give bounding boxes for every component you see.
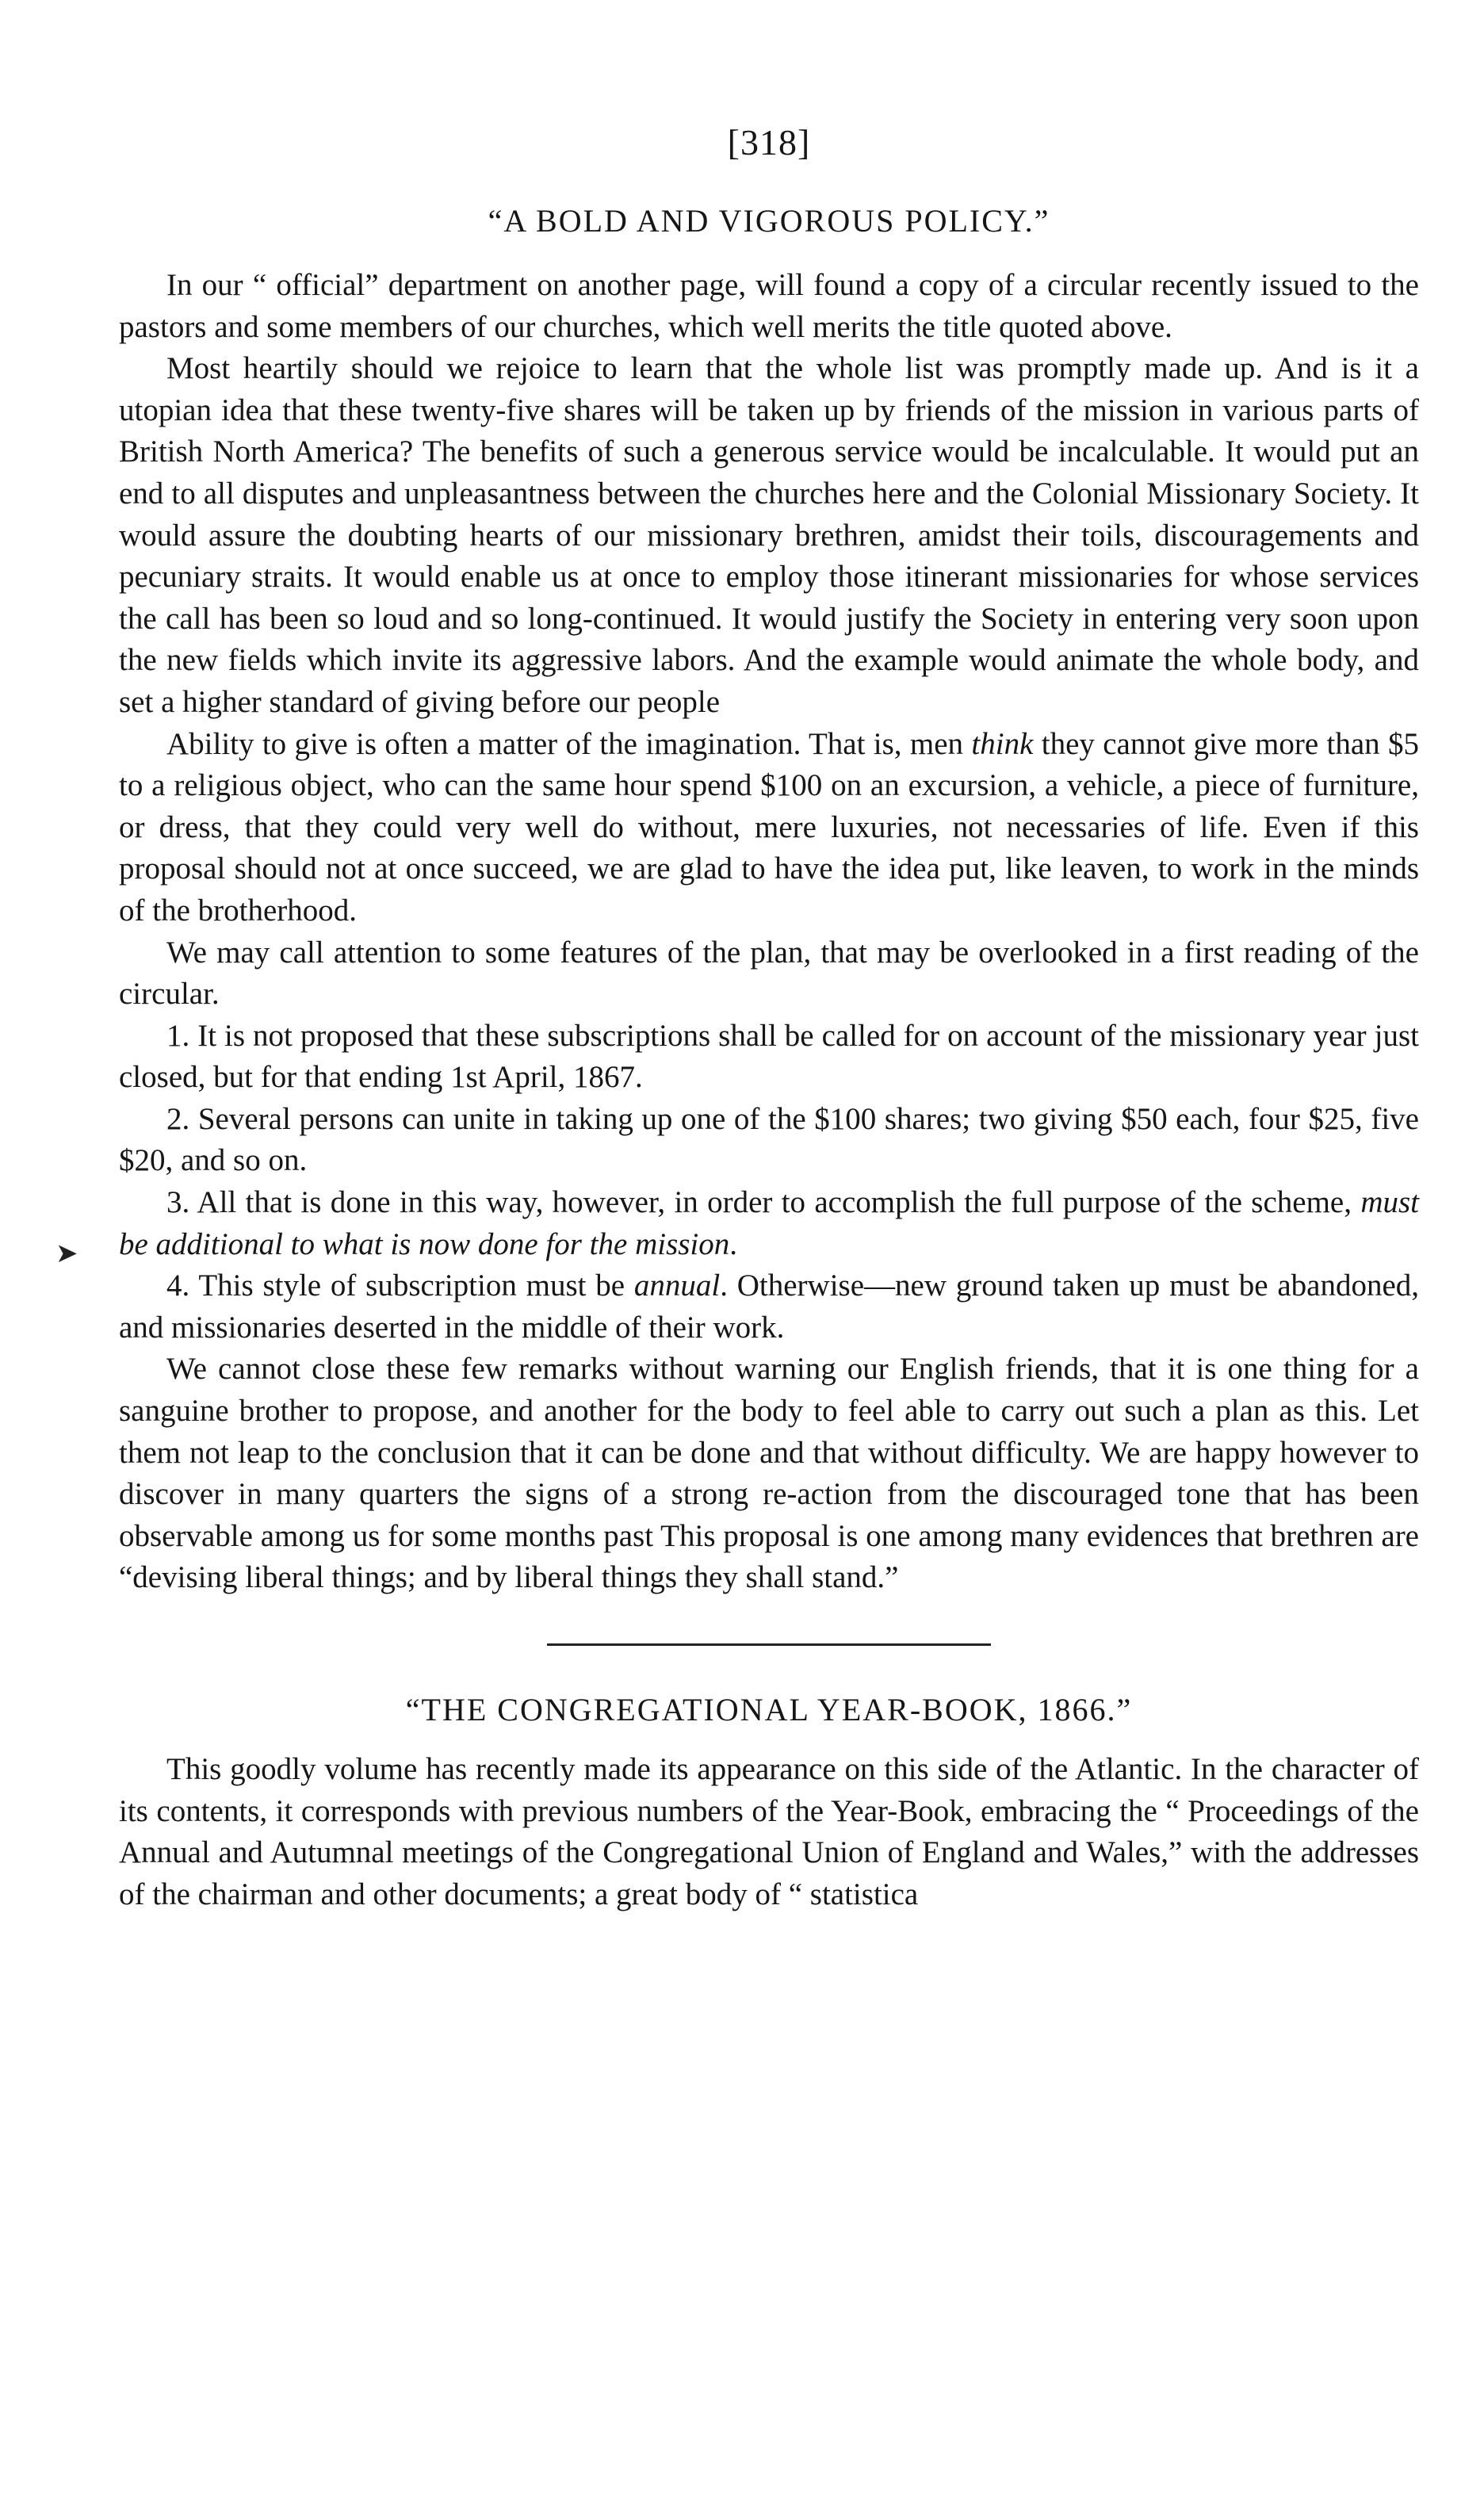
margin-arrow-icon: ➤ bbox=[55, 1239, 78, 1268]
point-3-text-italic: must be additional to what is now done for the mission bbox=[119, 1185, 1419, 1261]
paragraph-point-1: 1. It is not proposed that these subscriptions shall be called for on account of the missionary year just closed, but for that ending 1st April, 1867. bbox=[119, 1018, 1419, 1095]
ability-text-start: Ability to give is often a matter of the imagination. That is, men bbox=[166, 726, 972, 761]
point-4-text-italic: annual bbox=[633, 1268, 721, 1303]
paragraph-rejoice: Most heartily should we rejoice to learn that the whole list was promptly made up. And is it a utopian idea that these twenty-five shares will be taken up by friends of the mission in various parts of British North America? The benefits of such a generous service would be incalculable. It would put an end to all disputes and unpleasantness between the churches here and the Colonial Missionary Society. It would assure the doubting hearts of our missionary brethren, amidst their toils, discouragements and pecuniary straits. It would enable us at once to employ those itinerant missionaries for whose services the call has been so loud and so long-continued. It would justify the Society in entering very soon upon the new fields which invite its aggressive labors. And the example would animate the whole body, and set a higher standard of giving before our people bbox=[119, 351, 1419, 719]
point-4-text-end: . Otherwise—new ground taken up must be abandoned, and missionaries deserted in the middle of their work. bbox=[119, 1268, 1420, 1345]
ability-text-italic: think bbox=[971, 726, 1034, 761]
section-divider bbox=[547, 1643, 991, 1646]
point-3-text-end: . bbox=[729, 1226, 738, 1261]
article-title-bold-policy: “A BOLD AND VIGOROUS POLICY.” bbox=[488, 203, 1050, 239]
paragraph-official-circular: In our “ official” department on another page, will found a copy of a circular recently issued to the pastors and some members of our churches, which well merits the title quoted above. bbox=[119, 268, 1419, 344]
paragraph-point-3 bbox=[119, 1182, 1419, 1265]
article-title-year-book: “THE CONGREGATIONAL YEAR-BOOK, 1866.” bbox=[405, 1692, 1133, 1727]
paragraph-point-4 bbox=[119, 1265, 1419, 1349]
document-page bbox=[119, 119, 1419, 1915]
point-4-text-start: 4. This style of subscription must be bbox=[166, 1268, 634, 1303]
paragraph-features: We may call attention to some features of the plan, that may be overlooked in a first reading of the circular. bbox=[119, 935, 1419, 1012]
page-number: [318] bbox=[727, 122, 811, 163]
point-3-text-start: 3. All that is done in this way, however, in order to accomplish the full purpose of the scheme, bbox=[166, 1185, 1361, 1220]
paragraph-year-book: This goodly volume has recently made its appearance on this side of the Atlantic. In the character of its contents, it corresponds with previous numbers of the Year-Book, embracing the “ Proceedings of the Annual and Autumnal meetings of the Congregational Union of England and Wales,” with the addresses of the chairman and other documents; a great body of “ statistica bbox=[119, 1752, 1419, 1911]
ability-text-end: they cannot give more than $5 to a religious object, who can the same hour spend $100 on an excursion, a vehicle, a piece of furniture, or dress, that they could very well do without, mere luxuries, not necessaries of life. Even if this proposal should not at once succeed, we are glad to have the idea put, like leaven, to work in the minds of the brotherhood. bbox=[119, 726, 1419, 928]
paragraph-point-2: 2. Several persons can unite in taking up one of the $100 shares; two giving $50 each, four $25, five $20, and so on. bbox=[119, 1101, 1419, 1178]
paragraph-closing-remarks: We cannot close these few remarks without warning our English friends, that it is one thing for a sanguine brother to propose, and another for the body to feel able to carry out such a plan as this. Let them not leap to the conclusion that it can be done and that without difficulty. We are happy however to discover in many quarters the signs of a strong re-action from the discouraged tone that has been observable among us for some months past This proposal is one among many evidences that brethren are “devising liberal things; and by liberal things they shall stand.” bbox=[119, 1352, 1419, 1595]
paragraph-ability-to-give bbox=[119, 724, 1419, 932]
